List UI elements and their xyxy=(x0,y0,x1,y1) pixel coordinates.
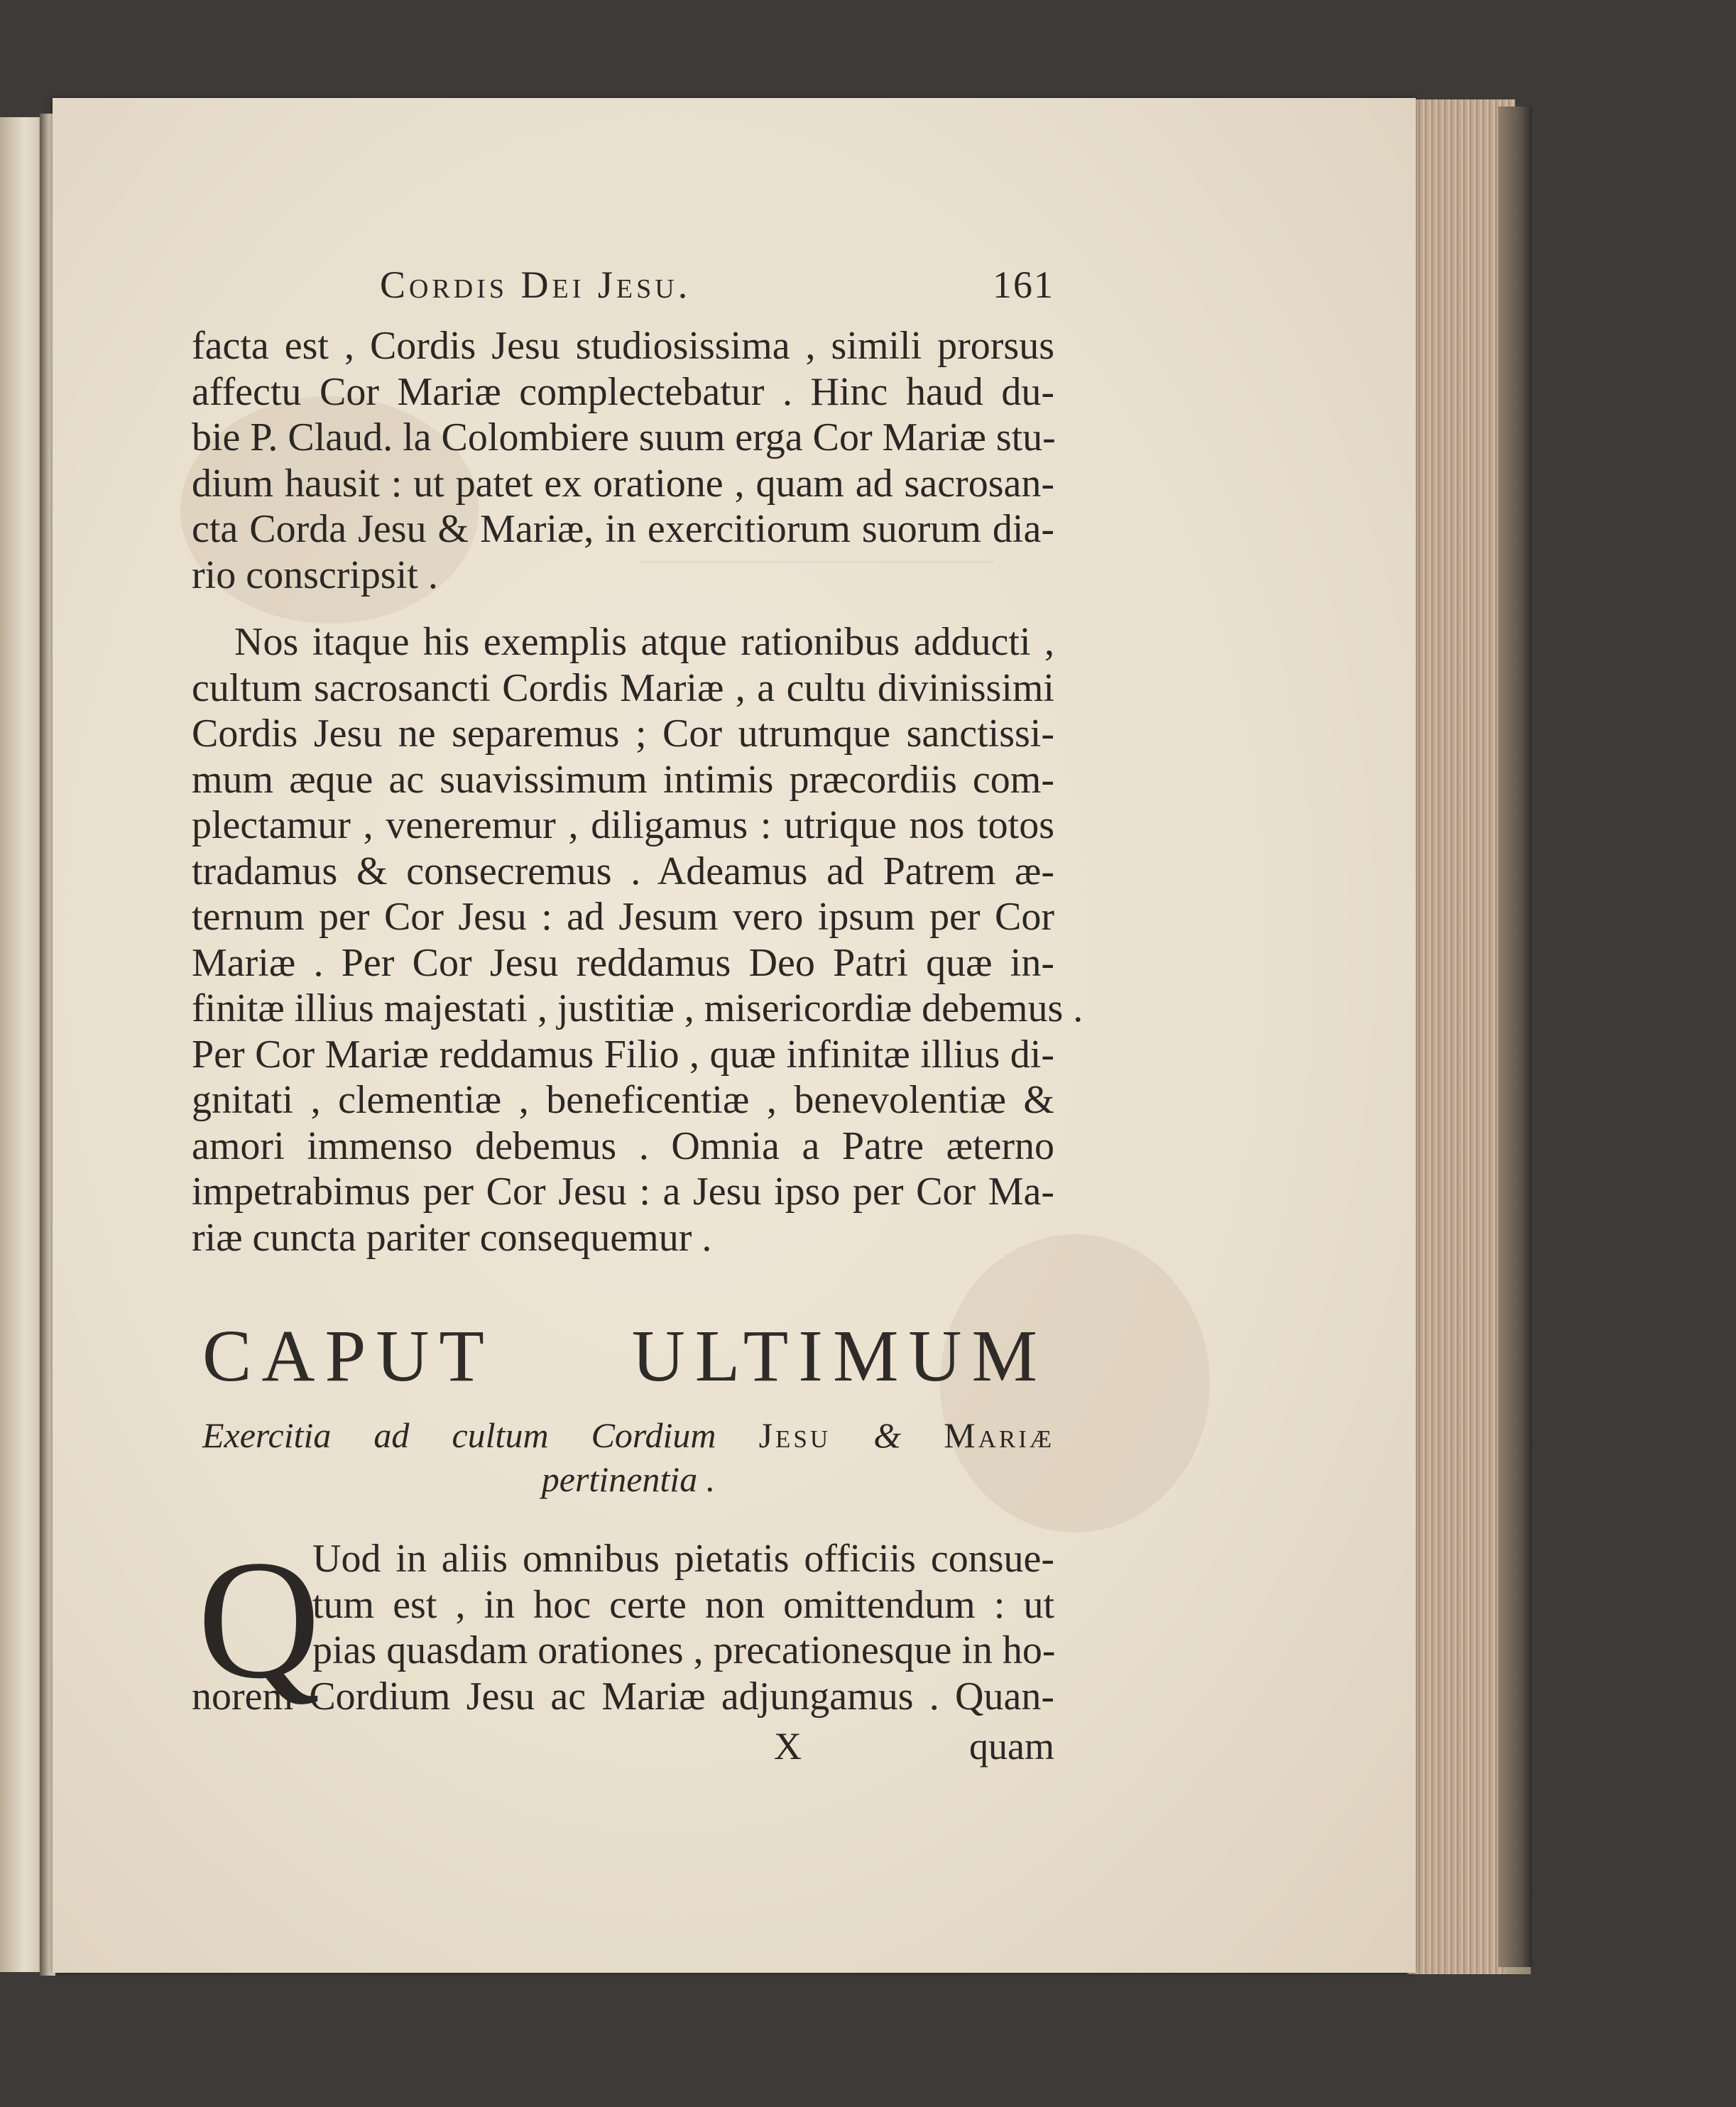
subtitle-line-1 xyxy=(202,1413,1054,1457)
text-line: riæ cuncta pariter consequemur . xyxy=(192,1215,712,1260)
text-line: cultum sacrosancti Cordis Mariæ , a cultu divinissimi xyxy=(192,665,1054,710)
text-line: finitæ illius majestati , justitiæ , misericordiæ debemus . xyxy=(192,986,1083,1030)
text-line: mum æque ac suavissimum intimis præcordiis com- xyxy=(192,757,1054,802)
subtitle-small-caps: Jesu xyxy=(758,1415,831,1455)
page-number: 161 xyxy=(993,263,1054,306)
subtitle-small-caps: Mariæ xyxy=(944,1415,1055,1455)
text-line: gnitati , clementiæ , beneficentiæ , benevolentiæ & xyxy=(192,1078,1054,1122)
paragraph-continuation xyxy=(192,323,1054,598)
text-line: facta est , Cordis Jesu studiosissima , simili prorsus xyxy=(192,324,1054,368)
text-line: dium hausit : ut patet ex oratione , quam ad sacrosan- xyxy=(192,461,1054,506)
chapter-subtitle xyxy=(202,1413,1054,1501)
text-line: pias quasdam orationes , precationesque in ho- xyxy=(312,1628,1056,1672)
text-line: plectamur , veneremur , diligamus : utrique nos totos xyxy=(192,803,1054,847)
running-head xyxy=(380,263,1054,312)
text-line: affectu Cor Mariæ complectebatur . Hinc haud du- xyxy=(192,369,1054,414)
signature-mark: X xyxy=(774,1725,802,1768)
text-line: tradamus & consecremus . Adeamus ad Patrem æ- xyxy=(192,849,1054,893)
text-line: Cordis Jesu ne separemus ; Cor utrumque sanctissi- xyxy=(192,712,1054,756)
paragraph-nos-itaque xyxy=(192,619,1083,1261)
text-line: impetrabimus per Cor Jesu : a Jesu ipso per Cor Ma- xyxy=(192,1170,1054,1214)
running-head-title: Cordis Dei Jesu. xyxy=(380,263,692,306)
text-line: Nos itaque his exemplis atque rationibus adducti , xyxy=(234,620,1054,664)
chapter-heading: CAPUT ULTIMUM xyxy=(202,1315,1047,1397)
catchword: quam xyxy=(969,1725,1054,1768)
text-line: rio conscripsit . xyxy=(192,552,438,597)
text-line: Per Cor Mariæ reddamus Filio , quæ infinitæ illius di- xyxy=(192,1032,1054,1077)
text-line: Mariæ . Per Cor Jesu reddamus Deo Patri quæ in- xyxy=(192,940,1054,985)
fore-edge-shadow xyxy=(1498,107,1532,1967)
text-line: amori immenso debemus . Omnia a Patre æterno xyxy=(192,1123,1054,1168)
text-line: tum est , in hoc certe non omittendum : ut xyxy=(312,1582,1054,1627)
subtitle-ampersand: & xyxy=(873,1415,902,1455)
subtitle-italic: Exercitia ad cultum Cordium xyxy=(202,1415,716,1455)
text-line: cta Corda Jesu & Mariæ, in exercitiorum suorum dia- xyxy=(192,507,1054,551)
paragraph-quod xyxy=(192,1525,1056,1719)
drop-capital: Q xyxy=(197,1525,321,1714)
left-page-edge xyxy=(0,117,44,1972)
text-line: norem Cordium Jesu ac Mariæ adjungamus . Quan- xyxy=(192,1674,1054,1719)
text-line: bie P. Claud. la Colombiere suum erga Cor Mariæ stu- xyxy=(192,415,1056,459)
text-line: Uod in aliis omnibus pietatis officiis consue- xyxy=(312,1537,1054,1581)
subtitle-line-2: pertinentia . xyxy=(541,1459,716,1499)
text-line: ternum per Cor Jesu : ad Jesum vero ipsum per Cor xyxy=(192,895,1054,939)
